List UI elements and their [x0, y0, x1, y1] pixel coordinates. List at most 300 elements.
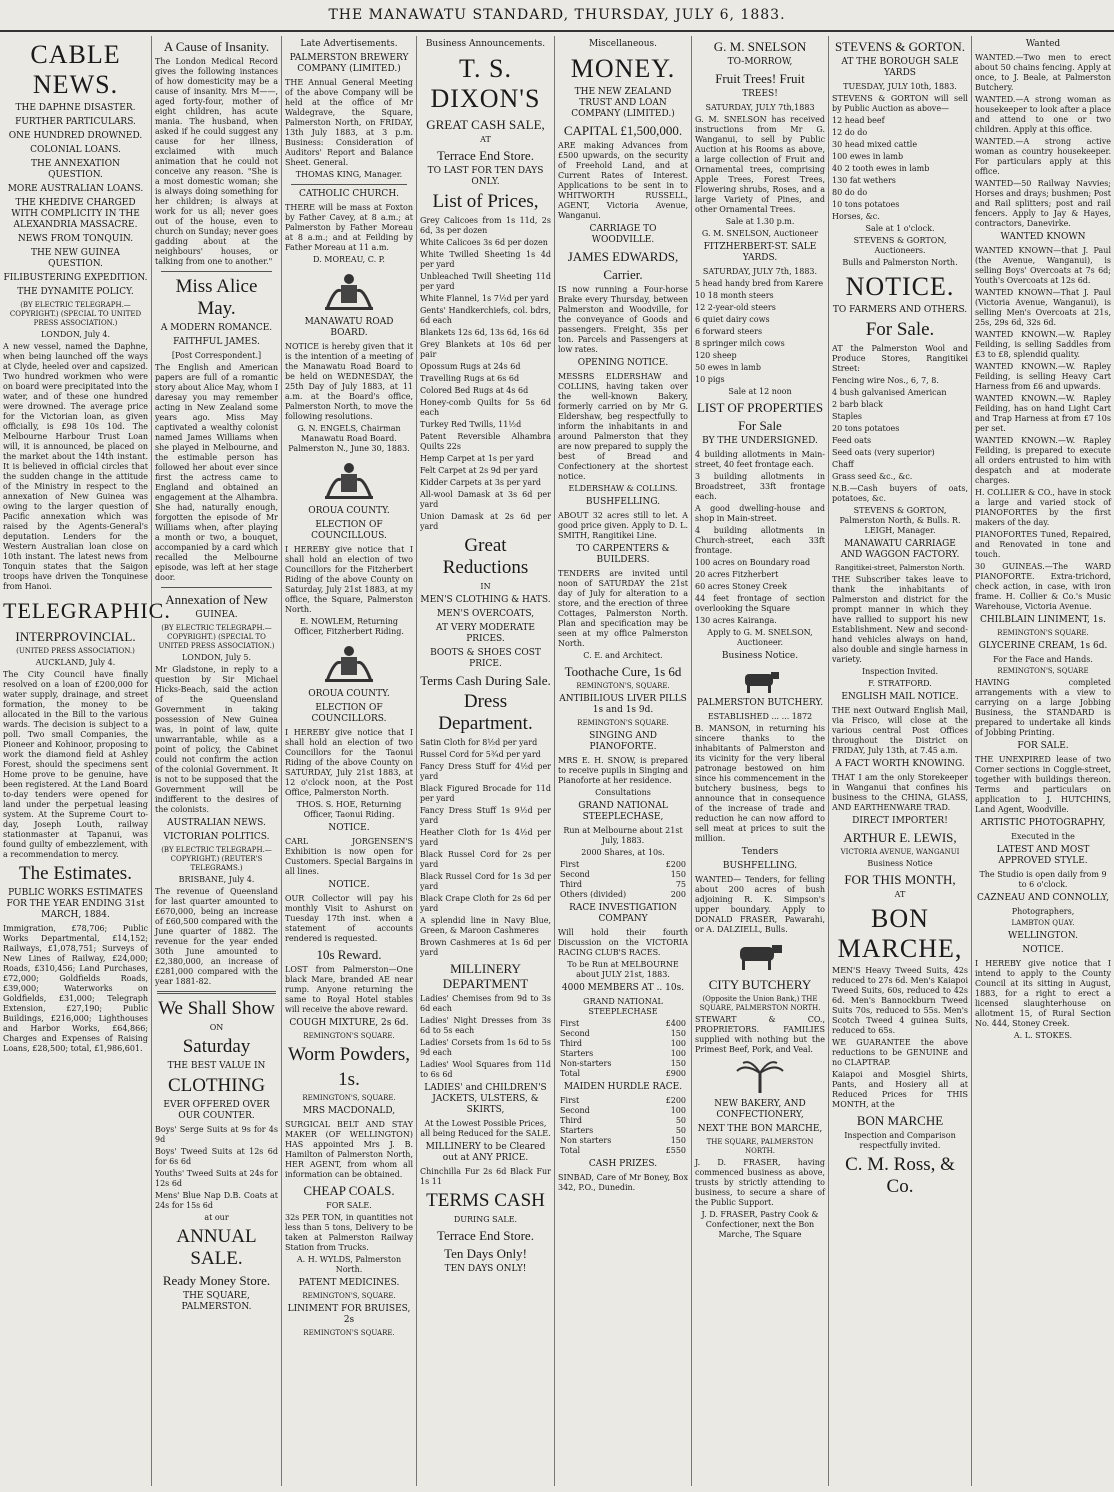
- table-cell: 50: [675, 1126, 686, 1135]
- alice-may-body: The English and American papers are full of a romantic story about Alice May, whom I daresay you may remember acting in New Zealand some years ago. Miss May captivated a wealthy colonist named James Williams when she played in Melbourne, and the estimable person has followed her about ever since first the actress came to England and obtained an engagement at the Alhambra. She had, naturally enough, forgotten the episode of Mr Williams when, after playing a month or two, a bouquet, accompanied by a card which recalled the Melbourne episode, was left at her stage door.: [155, 363, 278, 582]
- remington-c8-2: REMINGTON'S, SQUARE: [997, 667, 1089, 675]
- stokes-sign: A. L. STOKES.: [1013, 1031, 1073, 1040]
- millinery-cleared: MILLINERY to be Cleared out at ANY PRICE.: [425, 1142, 546, 1163]
- annexation-sub: GUINEA.: [195, 610, 238, 620]
- for-sale-title: For Sale.: [865, 319, 935, 340]
- bushfelling-2: BUSHFELLING.: [722, 861, 798, 871]
- macdonald-head: MRS MACDONALD,: [302, 1106, 396, 1116]
- price-line: Unbleached Twill Sheeting 11d per yard: [420, 272, 551, 291]
- terms-cash-big: TERMS CASH: [426, 1190, 545, 1211]
- fitzherbert-time: Sale at 12 noon: [728, 387, 792, 396]
- table-cell: Third: [560, 1116, 582, 1125]
- list-item: 6 quiet dairy cows: [695, 315, 770, 324]
- price-line: Black Russel Cord for 2s per yard: [420, 850, 551, 869]
- table-cell: 150: [670, 1136, 686, 1145]
- properties-apply: Apply to G. M. SNELSON, Auctioneer.: [707, 628, 813, 647]
- australian-news-body: The revenue of Queensland for last quarter amounted to £670,000, being an increase of £60,500 compared with the June quarter of 1882. The revenue for the year ended 30th June amounted to £2,380,000, an increase of £281,000 compared with the year 1881-82.: [155, 887, 278, 986]
- list-item: 2 barb black: [832, 400, 883, 409]
- remington-1: REMINGTON'S SQUARE.: [303, 1032, 395, 1040]
- table-row: [558, 860, 688, 870]
- price-line: Satin Cloth for 8½d per yard: [420, 738, 538, 747]
- mens-overcoats: MEN'S OVERCOATS,: [436, 609, 535, 619]
- table-cell: £550: [665, 1146, 686, 1155]
- list-item: 8 springer milch cows: [695, 339, 785, 348]
- table-cell: 150: [670, 1059, 686, 1068]
- headline: THE NEW GUINEA QUESTION.: [30, 248, 121, 269]
- annexation-credit: (BY ELECTRIC TELEGRAPH.—COPYRIGHT.) (SPECIAL TO UNITED PRESS ASSOCIATION.): [158, 624, 275, 650]
- patent-medicines: PATENT MEDICINES.: [298, 1278, 400, 1288]
- brewery-head: PALMERSTON BREWERY COMPANY (LIMITED.): [289, 53, 409, 74]
- during-sale: DURING SALE.: [453, 1215, 518, 1224]
- palm-illustration: [695, 1059, 825, 1095]
- for-sale-c8-body: THE UNEXPIRED lease of two Corner sections in Coggle-street, together with buildings thereon. Terms and particulars on application to J. HUTCHINS, Land Agent, Woodville.: [975, 755, 1111, 814]
- fitzherbert-items: [695, 279, 825, 385]
- table-cell: Third: [560, 880, 582, 889]
- list-item: 130 fat wethers: [832, 176, 896, 185]
- road-board-sign: G. N. ENGELS, Chairman Manawatu Road Board. Palmerston N., June 30, 1883.: [288, 424, 410, 453]
- alice-may-sub: A MODERN ROMANCE.: [160, 323, 273, 333]
- lambton-quay: LAMBTON QUAY.: [1011, 919, 1075, 927]
- column-5: [555, 36, 692, 1486]
- price-line: Kidder Carpets at 3s per yard: [420, 478, 542, 487]
- headline: FURTHER PARTICULARS.: [15, 117, 136, 127]
- table-cell: Second: [560, 870, 590, 879]
- list-item: 60 acres Stoney Creek: [695, 582, 787, 591]
- arthur-lewis: ARTHUR E. LEWIS,: [843, 830, 957, 845]
- ox-illustration: [695, 939, 825, 973]
- for-sale-items: [832, 376, 968, 482]
- bushfelling-head: BUSHFELLING.: [585, 497, 661, 507]
- bon-next: NEXT THE BON MARCHE,: [697, 1124, 823, 1134]
- race-investigation-head: RACE INVESTIGATION COMPANY: [569, 903, 677, 924]
- list-item: 40 2 tooth ewes in lamb: [832, 164, 930, 173]
- election-1-body: I HEREBY give notice that I shall hold an election of two Councillors for the Fitzherbert Riding of the above County on Saturday, July 21st 1883, at my office, the Square, Palmerston North.: [285, 545, 413, 614]
- pianofortes: PIANOFORTES Tuned, Repaired, and Renovated in tone and touch.: [975, 530, 1111, 559]
- estimates-body: Immigration, £78,706; Public Works Departmental, £14,152; Railways, £1,078,751; Surveys of New Lines of Railway, £24,000; Roads, £310,456; Land Purchases, £72,000; Goldfields Roads, £39,000; Waterworks on Goldfields, £31,000; Telegraph Extension, £27,190; Public Buildings, £216,000; Lighthouses and Harbor Works, £64,866; Charges and Expenses of Raising Loans, £28,500; total, £1,986,601.: [3, 924, 148, 1053]
- mens-clothing: MEN'S CLOTHING & HATS.: [420, 595, 551, 605]
- annexation-dateline: LONDON, July 5.: [181, 653, 252, 662]
- photographers: Photographers,: [1011, 907, 1075, 916]
- list-item: 4 building allotments in Main-street, 40 feet frontage each.: [695, 450, 825, 469]
- church-head: CATHOLIC CHURCH.: [298, 189, 400, 199]
- telegraphic-title: TELEGRAPHIC.: [3, 598, 171, 623]
- wellington: WELLINGTON.: [1008, 931, 1078, 941]
- wanted-known-ads: [975, 246, 1111, 486]
- wanted-ads: [975, 53, 1111, 229]
- singing-body: MRS E. H. SNOW, is prepared to receive pupils in Singing and Pianoforte at her residence.: [558, 756, 688, 785]
- carriage-factory-sub: Rangitikei-street, Palmerston North.: [835, 564, 965, 572]
- table-row: [558, 1126, 688, 1136]
- list-item: 30 head mixed cattle: [832, 140, 918, 149]
- remington-3: REMINGTON'S, SQUARE.: [302, 1292, 396, 1300]
- estimates-head: PUBLIC WORKS ESTIMATES FOR THE YEAR ENDING 31st MARCH, 1884.: [6, 888, 145, 920]
- headline: THE DYNAMITE POLICY.: [17, 287, 134, 297]
- list-item: 20 acres Fitzherbert: [695, 570, 779, 579]
- price-line: Grey Calicoes from 1s 11d, 2s 6d, 3s per dozen: [420, 216, 551, 235]
- list-item: 10 tons potatoes: [832, 200, 900, 209]
- list-item: 12 head beef: [832, 116, 885, 125]
- notice2-body: OUR Collector will pay his monthly Visit to Ashurst on Tuesday 17th inst. when a statement of accounts rendered is requested.: [285, 894, 413, 943]
- reward-body: LOST from Palmerston—One black Mare, branded AE near rump. Anyone returning the same to Royal Hotel stables will receive the above reward.: [285, 965, 413, 1014]
- show-sub: THE BEST VALUE IN: [167, 1061, 266, 1071]
- sale-place: THE SQUARE, PALMERSTON.: [181, 1291, 252, 1312]
- boots-shoes: BOOTS & SHOES COST PRICE.: [430, 648, 541, 669]
- list-item: Feed oats: [832, 436, 872, 445]
- headline: FILIBUSTERING EXPEDITION.: [3, 273, 148, 283]
- nb-line: N.B.—Cash buyers of oats, potatoes, &c.: [832, 484, 968, 503]
- stevens-time: Sale at 1 o'clock.: [865, 224, 935, 233]
- list-item: 12 2-year-old steers: [695, 303, 776, 312]
- stevens-sign-2: Bulls and Palmerston North.: [842, 258, 958, 267]
- australian-news-title: AUSTRALIAN NEWS.: [167, 818, 266, 828]
- wanted-known-head: WANTED KNOWN: [1000, 232, 1086, 242]
- australian-news-dateline: BRISBANE, July 4.: [178, 875, 255, 884]
- table-cell: 150: [670, 1029, 686, 1038]
- table-row: [558, 1146, 688, 1156]
- ready-money-store: Ready Money Store.: [162, 1273, 271, 1288]
- coat-of-arms-1: [285, 269, 413, 313]
- price-list: [420, 216, 551, 532]
- coals-body: 32s PER TON, in quantities not less than 5 tons, Delivery to be taken at Palmerston Railway Station from Trucks.: [285, 1213, 413, 1252]
- price-line: Union Damask at 2s 6d per yard: [420, 512, 551, 531]
- business-notice: Business Notice.: [721, 651, 799, 661]
- price-line: Felt Carpet at 2s 9d per yard: [420, 466, 538, 475]
- carriage-factory-body: THE Subscriber takes leave to thank the inhabitants of Palmerston and district for the prompt manner in which they have rallied to support his new Establishment. New and second-hand vehicles always on hand, also double and single harness in variety.: [832, 575, 968, 664]
- price-line: Patent Reversible Alhambra Quilts 22s: [420, 432, 551, 451]
- bon-marche: BON MARCHE,: [837, 904, 963, 963]
- table-row: [558, 1039, 688, 1049]
- price-line: Grey Blankets at 10s 6d per pair: [420, 340, 551, 359]
- builders-sign: C. E. and Architect.: [583, 651, 663, 660]
- by-undersigned: BY THE UNDERSIGNED.: [702, 436, 818, 446]
- table-cell: £400: [665, 1019, 686, 1028]
- price-line: Russel Cord for 5¾d per yard: [420, 750, 541, 759]
- this-month: FOR THIS MONTH,: [844, 872, 956, 887]
- price-line: Fancy Dress Stuff 1s 9½d per yard: [420, 806, 551, 825]
- fact-body: THAT I am the only Storekeeper in Wanganui that confines his business to the CHINA, GLASS, AND EARTHENWARE TRAD.: [832, 773, 968, 812]
- notice-c8-body: I HEREBY give notice that I intend to apply to the County Council at its sitting in August, 1883, for a right to erect a licensed slaughterhouse on allotment 15, of Rural Section No. 444, Stoney Creek.: [975, 959, 1111, 1028]
- price-line: Ladies' Chemises from 9d to 3s 6d each: [420, 994, 551, 1013]
- lewis-address: VICTORIA AVENUE, WANGANUI: [840, 848, 960, 856]
- remington-c8-1: REMINGTON'S SQUARE.: [997, 629, 1089, 637]
- list-item: 6 forward steers: [695, 327, 763, 336]
- price-line: Colored Bed Rugs at 4s 6d: [420, 386, 529, 395]
- table-cell: Third: [560, 1039, 582, 1048]
- carriage-factory: MANAWATU CARRIAGE AND WAGGON FACTORY.: [840, 539, 960, 560]
- direct-importer: DIRECT IMPORTER!: [852, 816, 948, 826]
- table-cell: Starters: [560, 1049, 594, 1058]
- price-line: Black Crape Cloth for 2s 6d per yard: [420, 894, 551, 913]
- wanted-ad: WANTED—50 Railway Navvies; Horses and drays; bushmen; Post and Rail splitters; post and rail fencers. Apply to Jay & Hayes, contractors, Danevirke.: [975, 179, 1111, 228]
- tenders: Tenders: [741, 847, 779, 857]
- nz-trust-head: THE NEW ZEALAND TRUST AND LOAN COMPANY (LIMITED.): [571, 87, 675, 119]
- notice-title: NOTICE.: [845, 272, 955, 301]
- price-line: Heather Cloth for 1s 4½d per yard: [420, 828, 551, 847]
- dress-list: [420, 738, 551, 958]
- price-line: White Calicoes 3s 6d per dozen: [420, 238, 548, 247]
- coat-of-arms-3: [285, 641, 413, 685]
- list-item: Fencing wire Nos., 6, 7, 8.: [832, 376, 939, 385]
- maiden-hurdle-prizes-table: [558, 1096, 688, 1156]
- table-row: [558, 1019, 688, 1029]
- list-item: 120 sheep: [695, 351, 737, 360]
- church-sign: D. MOREAU, C. P.: [313, 255, 385, 264]
- table-cell: 100: [670, 1039, 686, 1048]
- wanted-known-ad: WANTED KNOWN—That J. Paul (Victoria Avenue, Wanganui), is selling Men's Overcoats at 21s, 25s, 29s 6d, 32s 6d.: [975, 288, 1111, 327]
- show-sub2: EVER OFFERED OVER OUR COUNTER.: [163, 1100, 270, 1121]
- collier: H. COLLIER & CO., have in stock a large and varied stock of PIANOFORTES by the first makers of the day.: [975, 488, 1111, 527]
- great-reductions: Great Reductions: [442, 535, 529, 578]
- coat-of-arms-2: [285, 458, 413, 502]
- cable-body: A new vessel, named the Daphne, when being launched off the ways at Clyde, heeled over and capsized. Two hundred workmen who were on board were precipitated into the water, and of these one hundred were drowned. The average price for the Victorian loan, as given officially, is £98 10s 10d. The Melbourne Harbour Trust Loan will, it is announced, be placed on the market about the 14th instant. It is believed in official circles that the sudden change in the attitude of the Ministry in respect to the annexation of New Guinea was owing to the larger question of Pacific annexation which was raised by the Agents-General's deputation. Lenders for the Western Australian loan close on 10th instant. The latest news from Tonquin states that the Saigon troops have driven the Tonquinese from Hanoi.: [3, 342, 148, 591]
- table-row: [558, 880, 688, 890]
- price-line: Mens' Blue Nap D.B. Coats at 24s for 15s 6d: [155, 1191, 278, 1210]
- table-cell: Total: [560, 1146, 581, 1155]
- headline: NEWS FROM TONQUIN.: [17, 234, 134, 244]
- for-sale-c8: FOR SALE.: [1017, 741, 1069, 751]
- election-2-body: I HEREBY give notice that I shall hold an election of two Councillors for the Taonui Riding of the above County on SATURDAY, July 21st 1883, at 12 o'clock noon, at the Post Office, Palmerston North.: [285, 728, 413, 797]
- cable-news-title: CABLE NEWS.: [30, 40, 121, 99]
- table-row: [558, 1049, 688, 1059]
- insanity-body: The London Medical Record gives the following instances of how domesticity may be a cause of insanity. Mrs M——, aged forty-four, mother of eight children, has acute mania. The husband, when asked if he could suggest any cause for her illness, exclaimed with much animation that he could not conceive any reason. "She is a most domestic woman; she is always doing something for her children; is always at work for us all; never goes out of the house, even to church on Sunday; never goes gadding about at the neighbours' houses, or talking from one to another.": [155, 57, 279, 266]
- show-price-list: [155, 1125, 278, 1211]
- interprovincial-body: The City Council have finally resolved on a loan of £200,000 for water supply, drainage, and street formation, the money to be allocated in the Bill to the various wards. The decision is subject to a poll. Two small Companies, the Pioneer and Kohinoor, proposing to work the diamond field at Ashley Forest, should the specimens sent Home prove to be genuine, have been registered. At the Land Board to-day tenders were opened for land under the perpetual leasing system. At the Supreme Court to-day, Joseph Louth, railway stationmaster at Tapanui, was found guilty of embezzlement, with a recommendation to mercy.: [3, 670, 148, 859]
- at-label-2: AT: [894, 890, 906, 899]
- headline: COLONIAL LOANS.: [30, 145, 121, 155]
- list-item: 100 acres on Boundary road: [695, 558, 811, 567]
- list-item: 20 tons potatoes: [832, 424, 900, 433]
- alice-may-credit: [Post Correspondent.]: [171, 351, 262, 360]
- church-body: THERE will be mass at Foxton by Father Cavey, at 8 a.m.; at Palmerston by Father Moreau at 8 a.m.; and at Feilding by Father Moreau at 11 a.m.: [285, 203, 413, 252]
- remington-sq-1: REMINGTON'S, SQUARE.: [576, 682, 670, 690]
- ladies-jackets: LADIES' and CHILDREN'S JACKETS, ULSTERS, & SKIRTS,: [424, 1083, 547, 1115]
- bon-marche-2: BON MARCHE: [856, 1113, 944, 1128]
- list-item: 80 do do: [832, 188, 868, 197]
- guarantee: WE GUARANTEE the above reductions to be GENUINE and no CLAPTRAP.: [832, 1038, 968, 1067]
- table-cell: £200: [665, 1096, 686, 1105]
- list-item: 12 do do: [832, 128, 868, 137]
- table-row: [558, 1136, 688, 1146]
- price-line: Ladies' Corsets from 1s 6d to 5s 9d each: [420, 1038, 551, 1057]
- nb-sign: STEVENS & GORTON, Palmerston North, & Bulls. R. LEIGH, Manager.: [839, 506, 961, 535]
- edwards-name: JAMES EDWARDS,: [567, 249, 679, 264]
- wanted-ad: WANTED.—A strong woman as housekeeper to look after a place and attend to one or two children. Apply at this office.: [975, 95, 1111, 134]
- price-line: All-wool Damask at 3s 6d per yard: [420, 490, 551, 509]
- ten-days-only: Ten Days Only!: [444, 1246, 527, 1261]
- cable-news-headlines: [3, 103, 148, 298]
- table-row: [558, 1116, 688, 1126]
- remington-2: REMINGTON'S, SQUARE.: [302, 1094, 396, 1102]
- price-line: Honey-comb Quilts for 5s 6d each: [420, 398, 551, 417]
- mail-body: THE next Outward English Mail, via Frisco, will close at the various central Post Offices throughout the District on FRIDAY, July 13th, at 7.45 a.m.: [832, 706, 968, 755]
- inspect: Inspection and Comparison respectfully invited.: [844, 1131, 956, 1150]
- ross-co: C. M. Ross, & Co.: [845, 1154, 955, 1197]
- list-item: 3 building allotments in Broadstreet, 33ft frontage each.: [695, 472, 825, 501]
- sale-at: at our: [204, 1213, 229, 1222]
- coals-head: CHEAP COALS.: [303, 1183, 395, 1198]
- remington-4: REMINGTON'S SQUARE.: [303, 1329, 395, 1337]
- misc-header: Miscellaneous.: [588, 39, 658, 49]
- bushfelling-body: ABOUT 32 acres still to let. A good price given. Apply to D. L. SMITH, Rangitikei Line.: [558, 511, 688, 540]
- interprovincial-dateline: AUCKLAND, July 4.: [35, 658, 116, 667]
- table-row: [558, 890, 688, 900]
- stevens-items: [832, 116, 968, 222]
- wanted-known-ad: WANTED KNOWN.—W. Rapley Feilding, is selling Saddles from £3 to £8, splendid quality.: [975, 330, 1111, 359]
- table-cell: 150: [670, 870, 686, 879]
- table-cell: 50: [675, 1116, 686, 1125]
- road-board-body: NOTICE is hereby given that it is the intention of a meeting of the Manawatu Road Board to be held on WEDNESDAY, the 25th Day of July 1883, at 11 a.m. at the Board's office, Palmerston North, to move the following resolutions.: [285, 342, 413, 421]
- carrier-body: IS now running a Four-horse Brake every Thursday, between Palmerston and Woodville, for the conveyance of Goods and passengers. Freight, 35s per ton. Parcels and Passengers at low rates.: [558, 285, 688, 354]
- table-cell: £200: [665, 860, 686, 869]
- list-item: 4 building allotments in Church-street, each 33ft frontage.: [695, 526, 825, 555]
- price-line: Brown Cashmeres at 1s 6d per yard: [420, 938, 551, 957]
- list-item: Chaff: [832, 460, 854, 469]
- table-cell: Starters: [560, 1126, 594, 1135]
- coals-sign: A. H. WYLDS, Palmerston North.: [296, 1255, 402, 1274]
- ten-days-only-2: TEN DAYS ONLY!: [444, 1264, 527, 1274]
- city-butchery-body: STEWART & CO., PROPRIETORS. FAMILIES supplied with nothing but the Primest Beef, Pork, and Veal.: [695, 1015, 825, 1054]
- table-cell: First: [560, 1019, 580, 1028]
- trees: TREES!: [742, 89, 778, 99]
- notice-body: CARL JORGENSEN'S Exhibition is now open for Customers. Special Bargains in all lines.: [285, 837, 413, 876]
- notice-c8: NOTICE.: [1022, 945, 1064, 955]
- column-3: [282, 36, 417, 1486]
- column-1: [0, 36, 171, 1486]
- table-row: [558, 1029, 688, 1039]
- dixon-title: T. S. DIXON'S: [430, 54, 541, 113]
- annexation-title: Annexation of New: [165, 592, 268, 607]
- at-label: AT: [480, 135, 491, 144]
- price-line: White Flannel, 1s 7½d per yard: [420, 294, 549, 303]
- city-butchery-sub: (Opposite the Union Bank,) THE SQUARE, PALMERSTON NORTH.: [699, 995, 821, 1012]
- snelson-name: G. M. SNELSON: [713, 39, 807, 54]
- table-row: [558, 870, 688, 880]
- stevens-body: STEVENS & GORTON will sell by Public Auction as above—: [832, 94, 968, 113]
- price-line: Boys' Tweed Suits at 12s 6d for 6s 6d: [155, 1147, 278, 1166]
- snelson-time: Sale at 1.30 p.m.: [725, 217, 795, 226]
- in-label: IN: [480, 582, 491, 591]
- interprovincial-credit: (UNITED PRESS ASSOCIATION.): [16, 647, 135, 655]
- remington-sq-2: REMINGTON'S SQUARE.: [577, 719, 669, 727]
- oroua-county-2: OROUA COUNTY.: [308, 689, 390, 699]
- table-row: [558, 1106, 688, 1116]
- liniment: LINIMENT FOR BRUISES, 2s: [287, 1304, 411, 1325]
- table-cell: 200: [670, 890, 686, 899]
- estimates-title: The Estimates.: [19, 863, 132, 884]
- list-item: 10 pigs: [695, 375, 725, 384]
- price-line: Ladies' Wool Squares from 11d to 6s 6d: [420, 1060, 551, 1079]
- glycerine-sub: For the Face and Hands.: [993, 655, 1093, 664]
- list-item: 5 head handy bred from Karere: [695, 279, 824, 288]
- list-item: 50 ewes in lamb: [695, 363, 761, 372]
- singing-head: SINGING AND PIANOFORTE.: [589, 731, 657, 752]
- election-1-sign: E. NOWLEM, Returning Officer, Fitzherbert Riding.: [294, 617, 404, 636]
- list-item: Grass seed &c., &c.: [832, 472, 913, 481]
- reward-head: 10s Reward.: [316, 947, 382, 962]
- price-line: Black Figured Brocade for 11d per yard: [420, 784, 551, 803]
- list-item: 44 feet frontage of section overlooking the Square: [695, 594, 825, 613]
- table-cell: Second: [560, 1106, 590, 1115]
- butchery-body: B. MANSON, in returning his sincere thanks to the inhabitants of Palmerston and its vicinity for the very liberal patronage bestowed on him since his commencement in the butchery business, begs to announce that in consequence of the increase of trade and reduction he can now afford to sell meat at prices to suit the million.: [695, 724, 825, 843]
- grand-national-prizes-table: [558, 1019, 688, 1079]
- oroua-county-1: OROUA COUNTY.: [308, 506, 390, 516]
- macdonald-body: SURGICAL BELT AND STAY MAKER (OF WELLINGTON) HAS appointed Mrs J. B. Hamilton of Palmerston North, HER AGENT, from whom all information can be obtained.: [285, 1120, 413, 1179]
- price-line: Opossum Rugs at 24s 6d: [420, 362, 521, 371]
- chilblain: CHILBLAIN LINIMENT, 1s.: [980, 615, 1106, 625]
- great-cash-sale: GREAT CASH SALE,: [426, 117, 545, 132]
- price-line: Boys' Serge Suits at 9s for 4s 9d: [155, 1125, 278, 1144]
- interprovincial-title: INTERPROVINCIAL.: [15, 629, 136, 644]
- wanted-known-ad: WANTED KNOWN.—W. Rapley Feilding, is selling Heavy Cart Harness from £6 and upwards.: [975, 362, 1111, 391]
- dress-department: Dress Department.: [438, 691, 533, 734]
- price-line: Travelling Rugs at 6s 6d: [420, 374, 520, 383]
- road-board-head: MANAWATU ROAD BOARD.: [304, 317, 394, 338]
- fruit-trees: Fruit Trees! Fruit: [715, 71, 805, 86]
- headline: ONE HUNDRED DROWNED.: [8, 131, 143, 141]
- headline: MORE AUSTRALIAN LOANS.: [7, 184, 144, 194]
- consultation-prizes-table: [558, 860, 688, 900]
- list-of-prices: List of Prices,: [432, 191, 539, 212]
- table-cell: Non starters: [560, 1136, 612, 1145]
- list-item: 100 ewes in lamb: [832, 152, 904, 161]
- ladies-sub: At the Lowest Possible Prices, all being Reduced for the SALE.: [420, 1119, 551, 1138]
- executed-in: Executed in the: [1011, 832, 1075, 841]
- farmers-head: TO FARMERS AND OTHERS.: [832, 305, 968, 315]
- capital: CAPITAL £1,500,000.: [563, 123, 683, 138]
- city-butchery: CITY BUTCHERY: [708, 977, 812, 992]
- new-bakery: NEW BAKERY, AND CONFECTIONERY,: [714, 1099, 806, 1120]
- price-line: White Twilled Sheeting 1s 4d per yard: [420, 250, 551, 269]
- masthead: THE MANAWATU STANDARD, THURSDAY, JULY 6, 1883.: [0, 0, 1114, 32]
- alice-may-title: Miss Alice May.: [175, 276, 258, 319]
- table-cell: First: [560, 860, 580, 869]
- terms-cash: Terms Cash During Sale.: [420, 673, 551, 688]
- toothache-cure: Toothache Cure, 1s 6d: [564, 664, 682, 679]
- table-row: [558, 1096, 688, 1106]
- brewery-sign: THOMAS KING, Manager.: [295, 170, 403, 179]
- list-item: Seed oats (very superior): [832, 448, 935, 457]
- latest-style: LATEST AND MOST APPROVED STYLE.: [996, 845, 1090, 866]
- table-cell: Others (divided): [560, 890, 627, 899]
- snelson-tomorrow: TO-MORROW,: [727, 57, 793, 67]
- properties-for-sale: For Sale: [738, 418, 782, 433]
- price-line: Ladies' Night Dresses from 3s 6d to 5s each: [420, 1016, 551, 1035]
- properties-list: [695, 450, 825, 626]
- list-item: Horses, &c.: [832, 212, 880, 221]
- stevens-sign: STEVENS & GORTON, Auctioneers.: [853, 236, 947, 255]
- antibilious-pills: ANTIBILIOUS LIVER PILLS 1s and 1s 9d.: [559, 694, 687, 715]
- table-cell: 75: [675, 880, 686, 889]
- column-8: [972, 36, 1114, 1486]
- money-title: MONEY.: [570, 54, 676, 83]
- wanted-known-ad: WANTED KNOWN.—W. Rapley Feilding, is prepared to execute all orders entrusted to him with despatch and at moderate charges.: [975, 436, 1111, 485]
- cough-mixture: COUGH MIXTURE, 2s 6d.: [289, 1018, 409, 1028]
- table-cell: Second: [560, 1029, 590, 1038]
- price-line: Gents' Handkerchiefs, col. bdrs, 6d each: [420, 306, 551, 325]
- show-item: CLOTHING: [167, 1075, 266, 1096]
- fact-head: A FACT WORTH KNOWING.: [835, 759, 965, 769]
- snelson-body: G. M. SNELSON has received instructions from Mr G. Wanganui, to sell by Public Auction at his Rooms as above, a large collection of Fruit and Ornamental trees, comprising Apple Trees, Forest Trees, Flowering shrubs, Roses, and a large Variety of Pines, and other Ornamental Trees.: [695, 115, 825, 214]
- stratford-sign: F. STRATFORD.: [868, 679, 932, 688]
- show-on: ON: [209, 1023, 224, 1032]
- kaiapoi: Kaiapoi and Mosgiel Shirts, Pants, and Hosiery all at Reduced Prices for THIS MONTH, at the: [832, 1070, 968, 1109]
- list-of-properties: LIST OF PROPERTIES: [696, 400, 824, 415]
- nz-trust-body: ARE making Advances from £500 upwards, on the security of Freehold Land, and at Current Rates of Interest. Applications to be sent in to WHITWORTH RUSSELL, AGENT, Victoria Avenue, Wanganui.: [558, 141, 688, 220]
- show-title: We Shall Show: [158, 998, 275, 1019]
- headline: THE ANNEXATION QUESTION.: [30, 159, 120, 180]
- list-item: Staples: [832, 412, 862, 421]
- column-4: [417, 36, 555, 1486]
